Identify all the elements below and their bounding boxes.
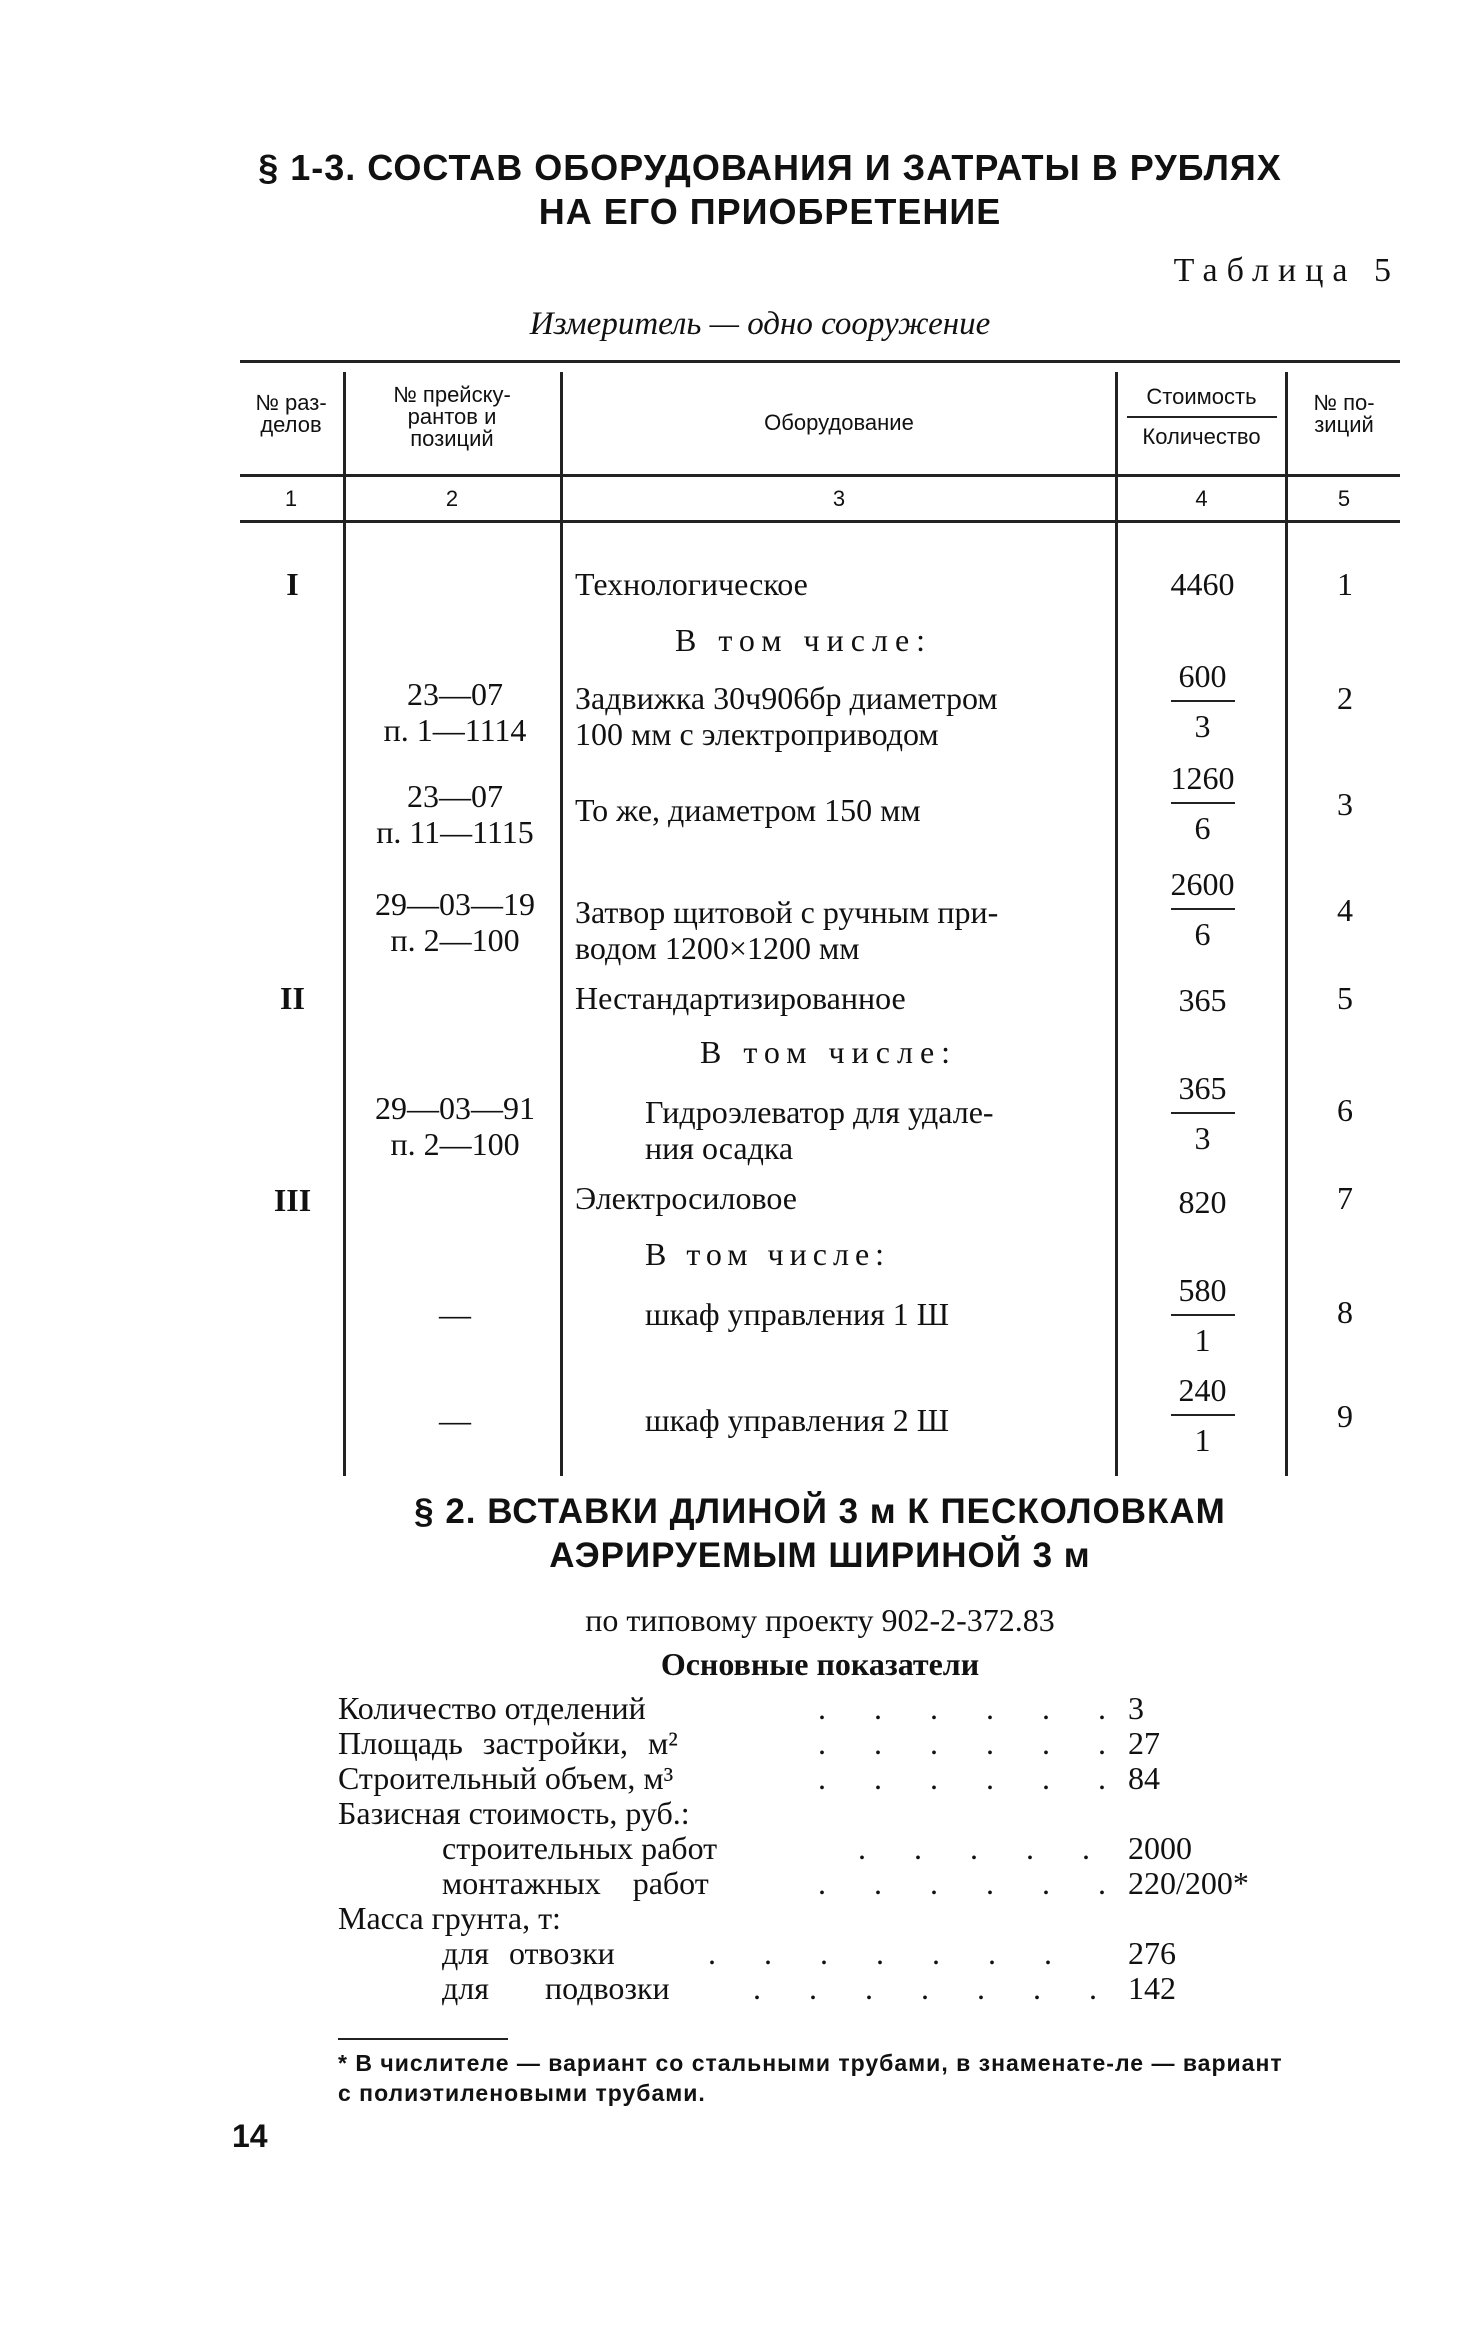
cost-value: 365 [1178, 1070, 1227, 1106]
cost-value: 240 [1178, 1372, 1227, 1408]
subheading: В том числе: [700, 1034, 958, 1070]
cost-quantity-fraction [1120, 862, 1285, 956]
position-number: 9 [1337, 1398, 1353, 1434]
header-position-no [1288, 392, 1400, 436]
leader-dots: . . . . . [858, 1830, 1110, 1866]
equipment-name [575, 680, 1115, 752]
section-heading [240, 146, 1300, 234]
header-text: позиций [410, 426, 494, 451]
price-list-position: п. 2—100 [390, 922, 520, 958]
header-text: рантов и [407, 404, 497, 429]
equipment-name [575, 894, 1115, 966]
footnote-rule [338, 2038, 508, 2040]
price-list-position: п. 2—100 [390, 1126, 520, 1162]
cost-value: 365 [1178, 982, 1227, 1018]
measure-note: Измеритель — одно сооружение [529, 306, 991, 342]
indicator-label: Площадь застройки, м² [338, 1725, 678, 1761]
indicator-label: Масса грунта, т: [338, 1900, 561, 1936]
section-number: III [273, 1182, 312, 1218]
leader-dots: . . . . . . [818, 1760, 1126, 1796]
subheading: В том числе: [645, 1236, 891, 1272]
header-fraction-bar [1127, 416, 1277, 418]
col-number: 1 [284, 486, 298, 511]
fraction-bar [1171, 1414, 1235, 1416]
indicator-label: Базисная стоимость, руб.: [338, 1795, 690, 1831]
indicator-row [338, 1970, 1338, 2006]
position-number: 8 [1337, 1294, 1353, 1330]
leader-dots: . . . . . . . [708, 1935, 1072, 1971]
indicator-value: 3 [1128, 1690, 1144, 1726]
equipment-name [645, 1094, 1115, 1166]
section-heading-line1: § 1-3. СОСТАВ ОБОРУДОВАНИЯ И ЗАТРАТЫ В РУБЛЯХ [258, 147, 1282, 188]
section-heading-line2: НА ЕГО ПРИОБРЕТЕНИЕ [538, 191, 1002, 232]
cost-value: 600 [1178, 658, 1227, 694]
header-text: № раз- [255, 390, 327, 415]
indicator-row [338, 1865, 1338, 1901]
position-number: 6 [1337, 1092, 1353, 1128]
indicator-value: 2000 [1128, 1830, 1192, 1866]
price-list-ref [350, 886, 560, 958]
price-list-ref [350, 676, 560, 748]
price-list-number: 29—03—19 [375, 886, 535, 922]
indicator-row [338, 1900, 1338, 1936]
price-list-number: 23—07 [407, 676, 503, 712]
price-list-ref: — [439, 1296, 471, 1332]
fraction-bar [1171, 908, 1235, 910]
indicator-row [338, 1725, 1338, 1761]
footnote: * В числителе — вариант со стальными трубами, в знаменате-ле — вариант с полиэтиленовыми трубами. [338, 2050, 1283, 2106]
indicator-row [338, 1760, 1338, 1796]
header-equipment: Оборудование [764, 410, 914, 435]
indicator-label: Количество отделений [338, 1690, 646, 1726]
indicator-value: 27 [1128, 1725, 1160, 1761]
indicator-value: 220/200* [1128, 1865, 1249, 1901]
leader-dots: . . . . . . [818, 1690, 1126, 1726]
table-top-rule [240, 360, 1400, 363]
header-text: № по- [1313, 390, 1375, 415]
col-divider-4 [1285, 372, 1288, 1476]
table-caption: Таблица 5 [1173, 252, 1400, 289]
fraction-bar [1171, 1112, 1235, 1114]
cost-value: 1260 [1170, 760, 1235, 796]
price-list-ref: — [439, 1402, 471, 1438]
col-number: 4 [1195, 486, 1208, 511]
subheading: В том числе: [675, 622, 933, 658]
equipment-name-line: 100 мм с электроприводом [575, 716, 939, 752]
indicator-label: монтажных работ [442, 1865, 709, 1901]
header-quantity: Количество [1142, 424, 1261, 449]
price-list-ref [350, 778, 560, 850]
position-number: 3 [1337, 786, 1353, 822]
equipment-name-line: Задвижка 30ч906бр диаметром [575, 680, 998, 716]
fraction-bar [1171, 700, 1235, 702]
price-list-number: 23—07 [407, 778, 503, 814]
cost-quantity-fraction [1120, 1368, 1285, 1462]
price-list-ref [350, 1090, 560, 1162]
price-list-number: 29—03—91 [375, 1090, 535, 1126]
quantity-value: 1 [1194, 1422, 1211, 1458]
equipment-name-line: Затвор щитовой с ручным при- [575, 894, 999, 930]
equipment-name: То же, диаметром 150 мм [575, 792, 921, 828]
col-number: 3 [832, 486, 846, 511]
leader-dots: . . . . . . [818, 1725, 1126, 1761]
col-divider-2 [560, 372, 563, 1476]
col-number: 5 [1337, 486, 1351, 511]
quantity-value: 6 [1194, 916, 1211, 952]
quantity-value: 1 [1194, 1322, 1211, 1358]
col-divider-1 [343, 372, 346, 1476]
equipment-name: шкаф управления 1 Ш [645, 1296, 950, 1332]
indicator-label: Строительный объем, м³ [338, 1760, 674, 1796]
cost-value: 4460 [1170, 566, 1235, 602]
indicator-value: 276 [1128, 1935, 1176, 1971]
equipment-name: Технологическое [575, 566, 808, 602]
position-number: 5 [1337, 980, 1353, 1016]
indicator-row [338, 1830, 1338, 1866]
indicator-label: строительных работ [442, 1830, 718, 1866]
header-text: № прейску- [393, 382, 511, 407]
cost-quantity-fraction [1120, 1268, 1285, 1362]
quantity-value: 6 [1194, 810, 1211, 846]
quantity-value: 3 [1194, 1120, 1211, 1156]
section-number: II [280, 980, 305, 1016]
equipment-name-line: ния осадка [645, 1130, 794, 1166]
equipment-name: шкаф управления 2 Ш [645, 1402, 950, 1438]
position-number: 1 [1337, 566, 1353, 602]
header-price-list-no [346, 384, 558, 450]
col-number: 2 [445, 486, 459, 511]
colnum-bottom-rule [240, 520, 1400, 523]
equipment-name-line: Гидроэлеватор для удале- [645, 1094, 994, 1130]
leader-dots: . . . . . . . [753, 1970, 1117, 2006]
indicators-title: Основные показатели [660, 1646, 980, 1682]
quantity-value: 3 [1194, 708, 1211, 744]
col-divider-3 [1115, 372, 1118, 1476]
position-number: 2 [1337, 680, 1353, 716]
price-list-position: п. 1—1114 [383, 712, 527, 748]
header-cost-qty [1118, 386, 1285, 448]
header-text: зиций [1314, 412, 1374, 437]
section2-heading-line1: § 2. ВСТАВКИ ДЛИНОЙ 3 м К ПЕСКОЛОВКАМ [414, 1492, 1226, 1531]
header-section-no [240, 392, 342, 436]
equipment-name: Электросиловое [575, 1180, 797, 1216]
indicator-label: для отвозки [442, 1935, 615, 1971]
cost-value: 820 [1178, 1184, 1227, 1220]
header-text: делов [260, 412, 322, 437]
indicator-row [338, 1935, 1338, 1971]
position-number: 4 [1337, 892, 1353, 928]
header-cost: Стоимость [1146, 384, 1257, 409]
page-number: 14 [232, 2118, 268, 2154]
indicator-value: 84 [1128, 1760, 1160, 1796]
position-number: 7 [1337, 1180, 1353, 1216]
fraction-bar [1171, 802, 1235, 804]
indicator-row [338, 1690, 1338, 1726]
indicator-value: 142 [1128, 1970, 1176, 2006]
section2-heading-line2: АЭРИРУЕМЫМ ШИРИНОЙ 3 м [549, 1536, 1091, 1575]
indicator-row [338, 1795, 1338, 1831]
section-number: I [286, 566, 299, 602]
project-reference: по типовому проекту 902-2-372.83 [585, 1602, 1055, 1638]
section2-heading [240, 1490, 1400, 1578]
fraction-bar [1171, 1314, 1235, 1316]
header-bottom-rule [240, 474, 1400, 477]
price-list-position: п. 11—1115 [376, 814, 534, 850]
cost-quantity-fraction [1120, 756, 1285, 850]
cost-quantity-fraction [1120, 654, 1285, 748]
cost-value: 580 [1178, 1272, 1227, 1308]
leader-dots: . . . . . . [818, 1865, 1126, 1901]
equipment-name: Нестандартизированное [575, 980, 906, 1016]
equipment-name-line: водом 1200×1200 мм [575, 930, 860, 966]
cost-value: 2600 [1170, 866, 1235, 902]
indicator-label: для подвозки [442, 1970, 670, 2006]
cost-quantity-fraction [1120, 1066, 1285, 1160]
